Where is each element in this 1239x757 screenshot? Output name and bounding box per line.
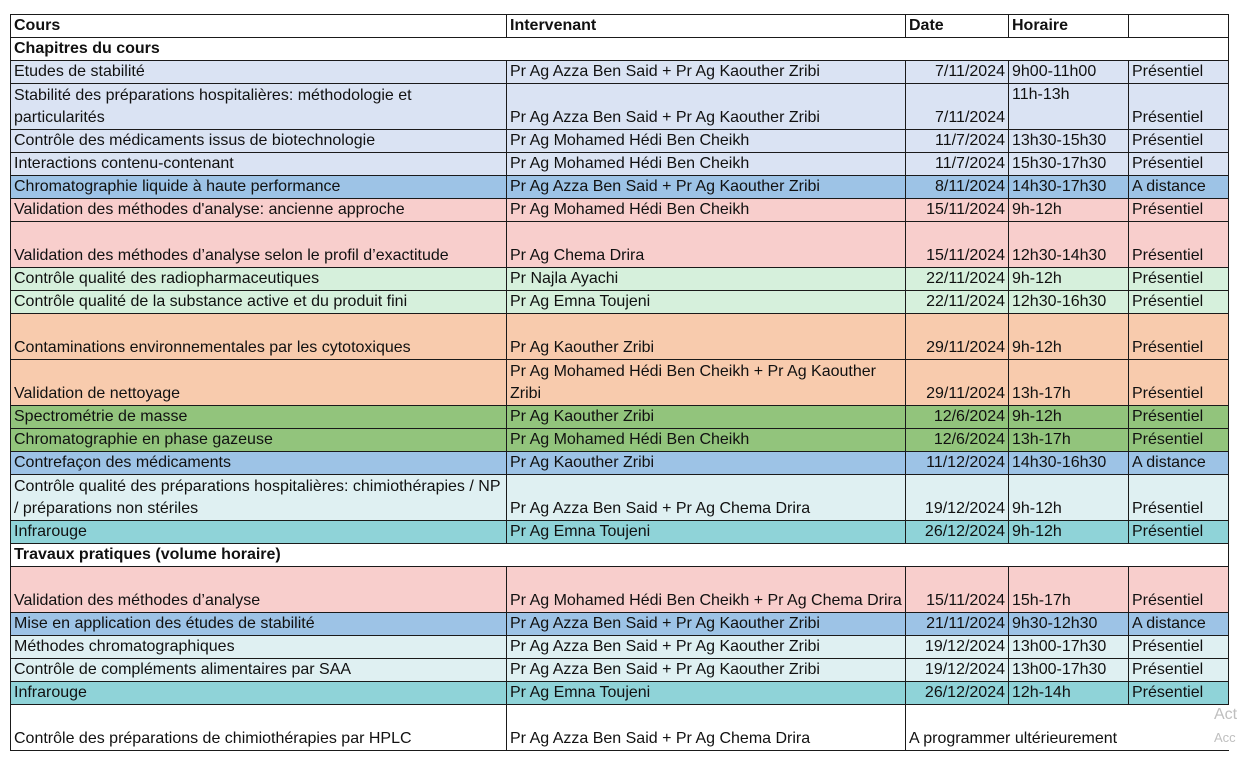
- cell-horaire[interactable]: 13h30-15h30: [1009, 130, 1129, 153]
- cell-intervenant[interactable]: Pr Ag Mohamed Hédi Ben Cheikh: [507, 429, 906, 452]
- section-header-row: [11, 544, 1229, 567]
- cell-cours[interactable]: Méthodes chromatographiques: [11, 636, 507, 659]
- table-row: [11, 153, 1229, 176]
- cell-cours[interactable]: Stabilité des préparations hospitalières: méthodologie et particularités: [11, 84, 507, 130]
- cell-intervenant[interactable]: Pr Ag Azza Ben Said + Pr Ag Chema Drira: [507, 705, 906, 751]
- cell-mode[interactable]: Présentiel: [1129, 130, 1229, 153]
- cell-intervenant[interactable]: Pr Ag Mohamed Hédi Ben Cheikh: [507, 130, 906, 153]
- table-row: [11, 84, 1229, 130]
- cell-date[interactable]: 29/11/2024: [906, 360, 1009, 406]
- cell-horaire[interactable]: 15h30-17h30: [1009, 153, 1129, 176]
- cell-date[interactable]: 7/11/2024: [906, 61, 1009, 84]
- cell-cours[interactable]: Validation des méthodes d'analyse: ancienne approche: [11, 199, 507, 222]
- cell-date[interactable]: 19/12/2024: [906, 636, 1009, 659]
- cell-mode[interactable]: Présentiel: [1129, 567, 1229, 613]
- cell-cours[interactable]: Interactions contenu-contenant: [11, 153, 507, 176]
- cell-date[interactable]: 22/11/2024: [906, 291, 1009, 314]
- cell-horaire[interactable]: 15h-17h: [1009, 567, 1129, 613]
- header-intervenant[interactable]: Intervenant: [507, 15, 906, 38]
- cell-cours[interactable]: Contrôle qualité des radiopharmaceutiques: [11, 268, 507, 291]
- cell-horaire[interactable]: 13h-17h: [1009, 429, 1129, 452]
- table-row: [11, 636, 1229, 659]
- cell-horaire[interactable]: 13h00-17h30: [1009, 659, 1129, 682]
- table-row: [11, 314, 1229, 360]
- table-row: [11, 222, 1229, 268]
- cell-mode[interactable]: Présentiel: [1129, 475, 1229, 521]
- table-row: [11, 452, 1229, 475]
- cell-cours[interactable]: Mise en application des études de stabilité: [11, 613, 507, 636]
- cell-mode[interactable]: Présentiel: [1129, 222, 1229, 268]
- cell-date[interactable]: 26/12/2024: [906, 521, 1009, 544]
- cell-cours[interactable]: Validation des méthodes d’analyse: [11, 567, 507, 613]
- cell-horaire[interactable]: 9h-12h: [1009, 406, 1129, 429]
- cell-date[interactable]: 19/12/2024: [906, 659, 1009, 682]
- cell-intervenant[interactable]: Pr Ag Azza Ben Said + Pr Ag Kaouther Zribi: [507, 84, 906, 130]
- table-row: [11, 475, 1229, 521]
- cell-horaire[interactable]: 9h00-11h00: [1009, 61, 1129, 84]
- cell-horaire[interactable]: 14h30-17h30: [1009, 176, 1129, 199]
- cell-mode[interactable]: A distance: [1129, 613, 1229, 636]
- cell-schedule-note[interactable]: A programmer ultérieurement: [906, 705, 1229, 751]
- table-row: [11, 61, 1229, 84]
- cell-cours[interactable]: Chromatographie liquide à haute performance: [11, 176, 507, 199]
- table-row: [11, 521, 1229, 544]
- cell-intervenant[interactable]: Pr Najla Ayachi: [507, 268, 906, 291]
- cell-mode[interactable]: A distance: [1129, 452, 1229, 475]
- cell-date[interactable]: 11/7/2024: [906, 153, 1009, 176]
- cell-cours[interactable]: Contrefaçon des médicaments: [11, 452, 507, 475]
- table-row: [11, 429, 1229, 452]
- cell-intervenant[interactable]: Pr Ag Emna Toujeni: [507, 521, 906, 544]
- course-schedule-table: [10, 14, 1229, 751]
- cell-mode[interactable]: Présentiel: [1129, 636, 1229, 659]
- cell-cours[interactable]: Infrarouge: [11, 521, 507, 544]
- cell-intervenant[interactable]: Pr Ag Kaouther Zribi: [507, 406, 906, 429]
- table-row: [11, 199, 1229, 222]
- cell-intervenant[interactable]: Pr Ag Chema Drira: [507, 222, 906, 268]
- cell-mode[interactable]: Présentiel: [1129, 360, 1229, 406]
- cell-horaire[interactable]: 9h30-12h30: [1009, 613, 1129, 636]
- cell-mode[interactable]: Présentiel: [1129, 682, 1229, 705]
- cell-mode[interactable]: Présentiel: [1129, 659, 1229, 682]
- cell-mode[interactable]: Présentiel: [1129, 521, 1229, 544]
- table-row: [11, 176, 1229, 199]
- cell-date[interactable]: 15/11/2024: [906, 199, 1009, 222]
- cell-date[interactable]: 12/6/2024: [906, 406, 1009, 429]
- cell-cours[interactable]: Validation de nettoyage: [11, 360, 507, 406]
- header-date[interactable]: Date: [906, 15, 1009, 38]
- cell-horaire[interactable]: 14h30-16h30: [1009, 452, 1129, 475]
- table-row: [11, 682, 1229, 705]
- cell-date[interactable]: 11/12/2024: [906, 452, 1009, 475]
- cell-horaire[interactable]: 9h-12h: [1009, 521, 1129, 544]
- cell-mode[interactable]: Présentiel: [1129, 406, 1229, 429]
- cell-horaire[interactable]: 13h-17h: [1009, 360, 1129, 406]
- cell-intervenant[interactable]: Pr Ag Azza Ben Said + Pr Ag Chema Drira: [507, 475, 906, 521]
- cell-mode[interactable]: Présentiel: [1129, 61, 1229, 84]
- watermark-line1: Act: [1214, 706, 1238, 723]
- cell-intervenant[interactable]: Pr Ag Kaouther Zribi: [507, 452, 906, 475]
- table-row: [11, 705, 1229, 751]
- header-mode[interactable]: [1129, 15, 1229, 38]
- cell-mode[interactable]: Présentiel: [1129, 429, 1229, 452]
- section-title[interactable]: Chapitres du cours: [11, 38, 1229, 61]
- cell-date[interactable]: 15/11/2024: [906, 222, 1009, 268]
- cell-mode[interactable]: Présentiel: [1129, 84, 1229, 130]
- cell-horaire[interactable]: 12h30-16h30: [1009, 291, 1129, 314]
- header-row: [11, 15, 1229, 38]
- cell-intervenant[interactable]: Pr Ag Azza Ben Said + Pr Ag Kaouther Zribi: [507, 636, 906, 659]
- cell-date[interactable]: 19/12/2024: [906, 475, 1009, 521]
- cell-date[interactable]: 22/11/2024: [906, 268, 1009, 291]
- header-horaire[interactable]: Horaire: [1009, 15, 1129, 38]
- table-row: [11, 613, 1229, 636]
- cell-intervenant[interactable]: Pr Ag Emna Toujeni: [507, 682, 906, 705]
- cell-date[interactable]: 29/11/2024: [906, 314, 1009, 360]
- cell-cours[interactable]: Contrôle de compléments alimentaires par SAA: [11, 659, 507, 682]
- header-cours[interactable]: Cours: [11, 15, 507, 38]
- cell-horaire[interactable]: 9h-12h: [1009, 314, 1129, 360]
- cell-cours[interactable]: Contaminations environnementales par les cytotoxiques: [11, 314, 507, 360]
- cell-date[interactable]: 26/12/2024: [906, 682, 1009, 705]
- table-row: [11, 291, 1229, 314]
- cell-date[interactable]: 15/11/2024: [906, 567, 1009, 613]
- cell-intervenant[interactable]: Pr Ag Mohamed Hédi Ben Cheikh: [507, 199, 906, 222]
- cell-horaire[interactable]: 9h-12h: [1009, 268, 1129, 291]
- cell-horaire[interactable]: 13h00-17h30: [1009, 636, 1129, 659]
- cell-intervenant[interactable]: Pr Ag Azza Ben Said + Pr Ag Kaouther Zribi: [507, 613, 906, 636]
- cell-cours[interactable]: Validation des méthodes d’analyse selon le profil d’exactitude: [11, 222, 507, 268]
- cell-cours[interactable]: Contrôle qualité des préparations hospitalières: chimiothérapies / NP / préparations non stériles: [11, 475, 507, 521]
- cell-intervenant[interactable]: Pr Ag Azza Ben Said + Pr Ag Kaouther Zribi: [507, 176, 906, 199]
- table-row: [11, 130, 1229, 153]
- table-row: [11, 659, 1229, 682]
- table-row: [11, 567, 1229, 613]
- cell-mode[interactable]: A distance: [1129, 176, 1229, 199]
- cell-horaire[interactable]: 9h-12h: [1009, 199, 1129, 222]
- cell-date[interactable]: 8/11/2024: [906, 176, 1009, 199]
- cell-cours[interactable]: Contrôle des préparations de chimiothérapies par HPLC: [11, 705, 507, 751]
- cell-date[interactable]: 7/11/2024: [906, 84, 1009, 130]
- table-row: [11, 268, 1229, 291]
- cell-cours[interactable]: Contrôle qualité de la substance active et du produit fini: [11, 291, 507, 314]
- cell-cours[interactable]: Chromatographie en phase gazeuse: [11, 429, 507, 452]
- cell-intervenant[interactable]: Pr Ag Kaouther Zribi: [507, 314, 906, 360]
- cell-intervenant[interactable]: Pr Ag Emna Toujeni: [507, 291, 906, 314]
- cell-intervenant[interactable]: Pr Ag Mohamed Hédi Ben Cheikh + Pr Ag Chema Drira: [507, 567, 906, 613]
- cell-intervenant[interactable]: Pr Ag Mohamed Hédi Ben Cheikh + Pr Ag Kaouther Zribi: [507, 360, 906, 406]
- table-row: [11, 406, 1229, 429]
- table-body: [11, 15, 1229, 751]
- cell-date[interactable]: 21/11/2024: [906, 613, 1009, 636]
- table-row: [11, 360, 1229, 406]
- cell-cours[interactable]: Spectrométrie de masse: [11, 406, 507, 429]
- watermark-line2: Acc: [1214, 730, 1236, 745]
- cell-intervenant[interactable]: Pr Ag Azza Ben Said + Pr Ag Kaouther Zribi: [507, 61, 906, 84]
- cell-mode[interactable]: Présentiel: [1129, 153, 1229, 176]
- cell-horaire[interactable]: 11h-13h: [1009, 84, 1129, 130]
- cell-horaire[interactable]: 9h-12h: [1009, 475, 1129, 521]
- cell-mode[interactable]: Présentiel: [1129, 314, 1229, 360]
- cell-intervenant[interactable]: Pr Ag Mohamed Hédi Ben Cheikh: [507, 153, 906, 176]
- cell-mode[interactable]: Présentiel: [1129, 268, 1229, 291]
- section-header-row: [11, 38, 1229, 61]
- cell-cours[interactable]: Infrarouge: [11, 682, 507, 705]
- cell-horaire[interactable]: 12h30-14h30: [1009, 222, 1129, 268]
- cell-date[interactable]: 12/6/2024: [906, 429, 1009, 452]
- cell-intervenant[interactable]: Pr Ag Azza Ben Said + Pr Ag Kaouther Zribi: [507, 659, 906, 682]
- cell-horaire[interactable]: 12h-14h: [1009, 682, 1129, 705]
- cell-mode[interactable]: Présentiel: [1129, 199, 1229, 222]
- section-title[interactable]: Travaux pratiques (volume horaire): [11, 544, 1229, 567]
- cell-mode[interactable]: Présentiel: [1129, 291, 1229, 314]
- cell-cours[interactable]: Etudes de stabilité: [11, 61, 507, 84]
- cell-cours[interactable]: Contrôle des médicaments issus de biotechnologie: [11, 130, 507, 153]
- cell-date[interactable]: 11/7/2024: [906, 130, 1009, 153]
